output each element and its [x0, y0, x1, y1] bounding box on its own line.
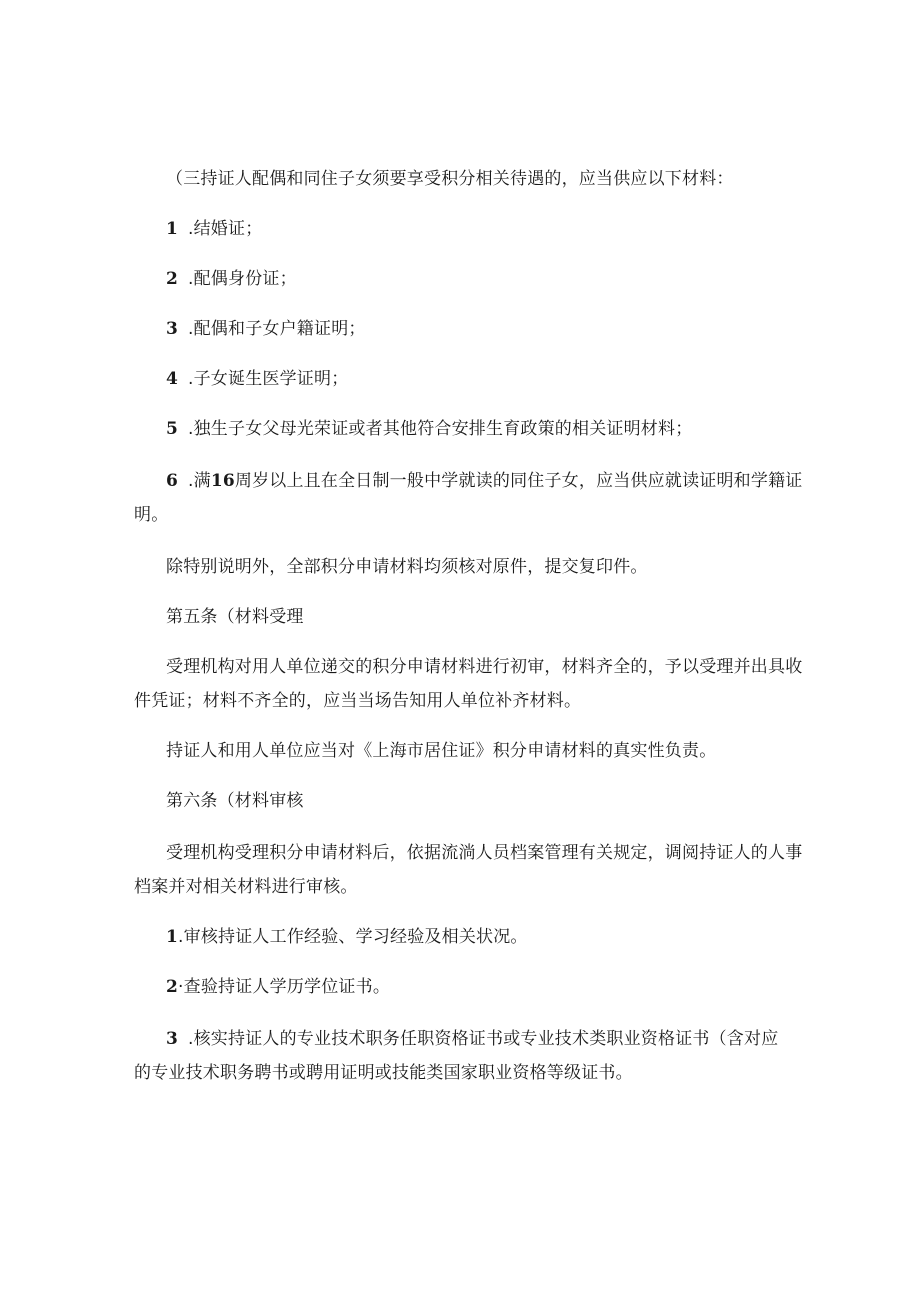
item-text: .结婚证； — [188, 219, 263, 239]
item-number: 3 — [166, 1029, 179, 1049]
item-number: 1 — [166, 927, 179, 947]
item-number: 5 — [166, 419, 179, 439]
list-item — [166, 368, 348, 390]
article-5-title — [166, 606, 304, 628]
item-text: .独生子女父母光荣证或者其他符合安排生育政策的相关证明材料； — [188, 419, 693, 439]
item-number: 3 — [166, 319, 179, 339]
list-item — [166, 218, 262, 240]
item-text-continued: 明。 — [134, 505, 169, 525]
list-item — [166, 318, 366, 340]
paragraph-text: 受理机构受理积分申请材料后，依据流淌人员档案管理有关规定，调阅持证人的人事 — [166, 843, 803, 863]
paragraph-text: 持证人和用人单位应当对《上海市居住证》积分申请材料的真实性负责。 — [166, 741, 717, 761]
intro-text: （三持证人配偶和同住子女须要享受积分相关待遇的，应当供应以下材料： — [166, 169, 734, 189]
age-number: 16 — [210, 471, 235, 491]
article-title-text: 第六条（材料审核 — [166, 791, 304, 811]
item-number: 1 — [166, 219, 179, 239]
list-item-wrap — [134, 1062, 633, 1084]
list-item — [166, 976, 390, 998]
item-text: ·查验持证人学历学位证书。 — [178, 977, 391, 997]
paragraph-text: 档案并对相关材料进行审核。 — [134, 877, 358, 897]
list-item — [166, 926, 528, 948]
item-text-continued: 周岁以上且在全日制一般中学就读的同住子女，应当供应就读证明和学籍证 — [234, 471, 803, 491]
item-text: .配偶身份证； — [188, 269, 297, 289]
item-text: .配偶和子女户籍证明； — [188, 319, 366, 339]
list-item — [166, 418, 692, 440]
paragraph-text: 件凭证；材料不齐全的，应当当场告知用人单位补齐材料。 — [134, 691, 582, 711]
item-text: .审核持证人工作经验、学习经验及相关状况。 — [178, 927, 528, 947]
article-6-title — [166, 790, 304, 812]
list-item — [166, 268, 297, 290]
item-number: 4 — [166, 369, 179, 389]
note-text: 除特别说明外，全部积分申请材料均须核对原件，提交复印件。 — [166, 557, 648, 577]
item-number: 6 — [166, 471, 179, 491]
item-text: .满 — [188, 471, 211, 491]
note-paragraph — [166, 556, 648, 578]
article-5-paragraph-2 — [166, 740, 716, 762]
intro-paragraph — [166, 168, 734, 190]
article-6-paragraph-1 — [166, 842, 802, 864]
list-item — [166, 1028, 778, 1050]
article-title-text: 第五条（材料受理 — [166, 607, 304, 627]
item-text: .子女诞生医学证明； — [188, 369, 349, 389]
article-5-paragraph-1-wrap — [134, 690, 581, 712]
list-item-wrap — [134, 504, 168, 526]
item-number: 2 — [166, 977, 179, 997]
article-5-paragraph-1 — [166, 656, 802, 678]
paragraph-text: 受理机构对用人单位递交的积分申请材料进行初审，材料齐全的，予以受理并出具收 — [166, 657, 803, 677]
item-text-continued: 的专业技术职务聘书或聘用证明或技能类国家职业资格等级证书。 — [134, 1063, 633, 1083]
article-6-paragraph-1-wrap — [134, 876, 358, 898]
item-number: 2 — [166, 269, 179, 289]
item-text: .核实持证人的专业技术职务任职资格证书或专业技术类职业资格证书（含对应 — [188, 1029, 779, 1049]
list-item — [166, 470, 802, 492]
